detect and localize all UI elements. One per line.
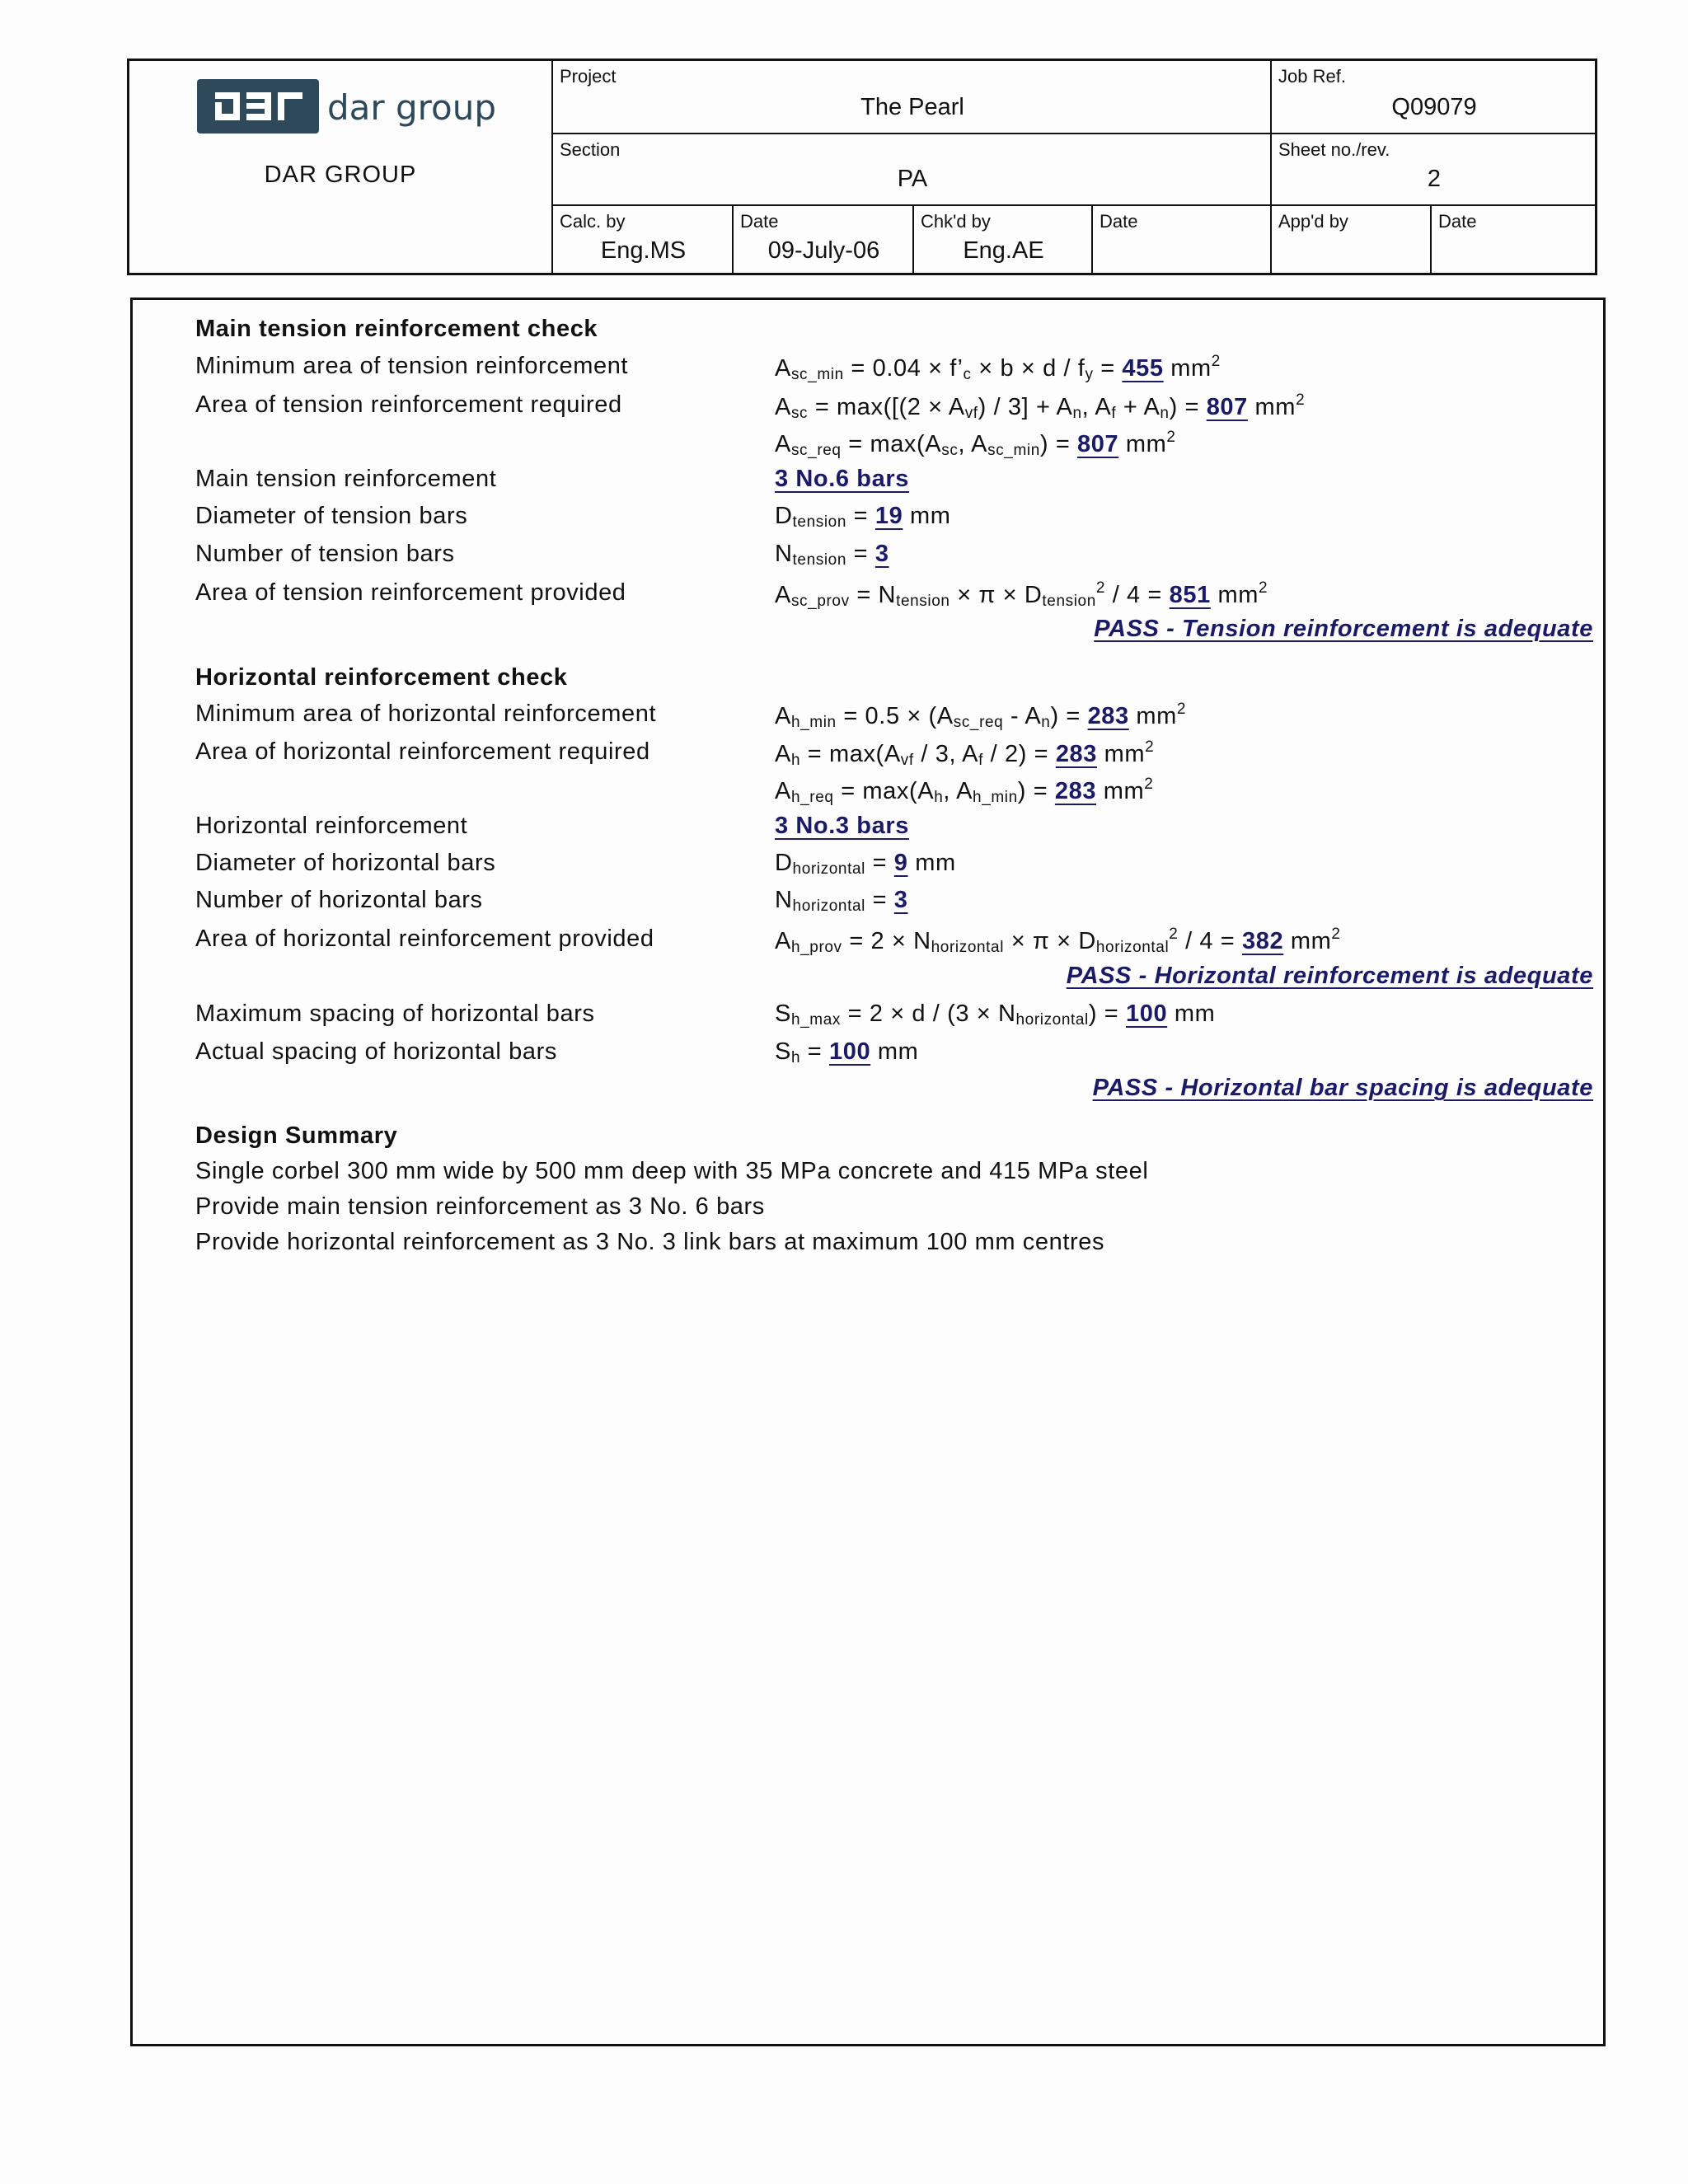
horizontal-num-result: 3 — [893, 887, 908, 913]
appby-cell — [1270, 204, 1430, 273]
calcby-value: Eng.MS — [600, 237, 687, 264]
horizontal-dia-label: Diameter of horizontal bars — [195, 850, 496, 876]
horizontal-req-label: Area of horizontal reinforcement required — [195, 738, 650, 765]
project-cell — [551, 61, 1270, 133]
calcby-caption: Calc. by — [560, 211, 626, 232]
tension-req2-result: 807 — [1077, 431, 1119, 457]
tension-min-label: Minimum area of tension reinforcement — [195, 353, 629, 379]
summary-line-3: Provide horizontal reinforcement as 3 No. 3 link bars at maximum 100 mm centres — [195, 1229, 1105, 1255]
horizontal-min-result: 283 — [1087, 703, 1129, 729]
sheet-cell — [1270, 133, 1595, 204]
horizontal-main-value: 3 No.3 bars — [775, 813, 909, 839]
appby-caption: App'd by — [1278, 211, 1348, 232]
horizontal-req2-result: 283 — [1054, 778, 1097, 804]
date1-caption: Date — [740, 211, 779, 232]
date1-cell — [732, 204, 912, 273]
tension-req2-formula: $A_{sc\_req} = \max(A_{sc}$, $A_{sc\_min}) = 807$ $mm^2$ — [775, 429, 1176, 459]
tension-min-result: 455 — [1122, 355, 1164, 382]
horizontal-prov-label: Area of horizontal reinforcement provided — [195, 926, 654, 952]
horizontal-actspacing-label: Actual spacing of horizontal bars — [195, 1038, 557, 1065]
horizontal-min-formula: $A_{h\_min} = 0.5 \times (A_{sc\_req} - A_n) = 283$ $mm^2$ — [775, 701, 1187, 731]
company-cell — [129, 61, 551, 273]
summary-heading: Design Summary — [195, 1122, 398, 1149]
tension-pass-message: PASS - Tension reinforcement is adequate — [1094, 616, 1593, 642]
date2-cell — [1091, 204, 1270, 273]
horizontal-dia-result: 9 — [893, 850, 908, 876]
section-value: PA — [897, 166, 928, 192]
horizontal-maxspacing-label: Maximum spacing of horizontal bars — [195, 1001, 595, 1027]
tension-dia-label: Diameter of tension bars — [195, 503, 468, 529]
tension-main-value: 3 No.6 bars — [775, 466, 909, 492]
horizontal-dia-formula: $D_{horizontal} = 9$ mm — [775, 850, 956, 878]
horizontal-req2-formula: $A_{h\_req} = \max(A_h$, $A_{h\_min}) = 283$ $mm^2$ — [775, 776, 1154, 806]
tension-num-label: Number of tension bars — [195, 541, 455, 567]
horizontal-prov-result: 382 — [1242, 928, 1284, 954]
tension-dia-formula: $D_{tension} = 19$ mm — [775, 503, 951, 531]
dar-logo-icon — [197, 79, 319, 134]
date1-value: 09-July-06 — [767, 237, 880, 264]
jobref-caption: Job Ref. — [1278, 66, 1346, 87]
horizontal-actspacing-formula: $S_h = 100$ mm — [775, 1038, 919, 1066]
tension-min-formula: $A_{sc\_min} = 0.04$ × $f’_c \times b \times d / f_y = 455$ $mm^2$ — [775, 353, 1221, 383]
horizontal-num-formula: $N_{horizontal} = 3$ — [775, 887, 908, 915]
title-block — [127, 59, 1597, 275]
tension-prov-label: Area of tension reinforcement provided — [195, 579, 626, 606]
calcby-cell — [551, 204, 732, 273]
horizontal-actspacing-result: 100 — [828, 1038, 871, 1065]
horizontal-main-label: Horizontal reinforcement — [195, 813, 468, 839]
jobref-value: Q09079 — [1391, 94, 1477, 120]
horizontal-num-label: Number of horizontal bars — [195, 887, 483, 913]
section-cell — [551, 133, 1270, 204]
date3-cell — [1430, 204, 1595, 273]
tension-req-label: Area of tension reinforcement required — [195, 391, 622, 418]
jobref-cell — [1270, 61, 1595, 133]
summary-line-1: Single corbel 300 mm wide by 500 mm deep with 35 MPa concrete and 415 MPa steel — [195, 1158, 1149, 1184]
chkby-caption: Chk'd by — [921, 211, 991, 232]
tension-heading: Main tension reinforcement check — [195, 316, 598, 342]
logo-wordmark: dar group — [327, 87, 496, 128]
project-value: The Pearl — [860, 94, 964, 120]
tension-prov-formula: $A_{sc\_prov} = N_{tension} \times \pi \times D_{tension}^2 / 4 = 851$ $mm^2$ — [775, 579, 1268, 610]
horizontal-req-formula: $A_h = \max(A_{vf} / 3$, $A_f / 2) = 283$ $mm^2$ — [775, 738, 1155, 769]
date2-caption: Date — [1100, 211, 1138, 232]
sheet-caption: Sheet no./rev. — [1278, 139, 1390, 160]
horizontal-maxspacing-result: 100 — [1126, 1001, 1168, 1027]
company-name: DAR GROUP — [264, 162, 417, 188]
project-caption: Project — [560, 66, 617, 87]
tension-num-formula: $N_{tension} = 3$ — [775, 541, 889, 569]
horizontal-pass-message: PASS - Horizontal reinforcement is adequate — [1066, 963, 1593, 989]
tension-req-formula: $A_{sc} = \max([(2 \times A_{vf}) / 3] + A_n$, $A_f + A_n) = 807$ $mm^2$ — [775, 391, 1306, 422]
spacing-pass-message: PASS - Horizontal bar spacing is adequate — [1092, 1075, 1593, 1101]
tension-num-result: 3 — [874, 541, 889, 567]
horizontal-req-result: 283 — [1055, 741, 1097, 767]
summary-line-2: Provide main tension reinforcement as 3 No. 6 bars — [195, 1193, 765, 1220]
chkby-cell — [912, 204, 1091, 273]
section-caption: Section — [560, 139, 621, 160]
tension-main-label: Main tension reinforcement — [195, 466, 497, 492]
tension-req-result: 807 — [1206, 394, 1248, 420]
tension-prov-result: 851 — [1169, 582, 1211, 608]
chkby-value: Eng.AE — [963, 237, 1044, 264]
horizontal-min-label: Minimum area of horizontal reinforcement — [195, 701, 657, 727]
sheet-value: 2 — [1427, 166, 1442, 192]
horizontal-prov-formula: $A_{h\_prov} = 2 \times N_{horizontal} \times \pi \times D_{horizontal}^2 / 4 = 382$ $mm^2$ — [775, 926, 1341, 956]
tension-dia-result: 19 — [874, 503, 903, 529]
horizontal-heading: Horizontal reinforcement check — [195, 664, 568, 691]
horizontal-maxspacing-formula: $S_{h\_max} = 2 \times d / (3 \times N_{horizontal}) = 100$ mm — [775, 1001, 1216, 1029]
date3-caption: Date — [1438, 211, 1477, 232]
